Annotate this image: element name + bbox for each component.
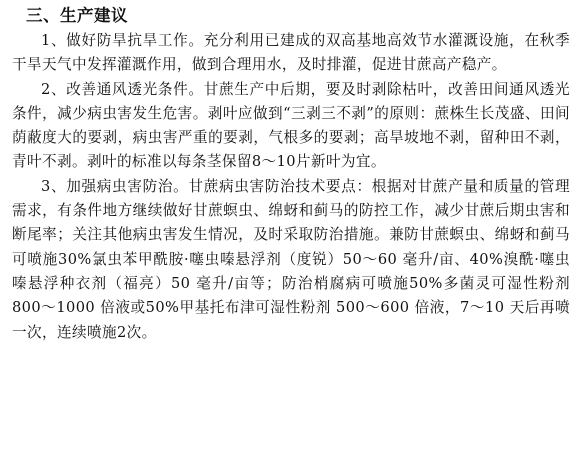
section-title: 三、生产建议 bbox=[26, 6, 128, 25]
paragraph-pest-control: 3、加强病虫害防治。甘蔗病虫害防治技术要点：根据对甘蔗产量和质量的管理需求，有条件地方继续做好甘蔗螟虫、绵蚜和蓟马的防控工作，减少甘蔗后期虫害和断尾率；关注其他病虫害发生情况，及时采取防治措施。兼防甘蔗螟虫、绵蚜和蓟马可喷施30%氯虫苯甲酰胺·噻虫嗪悬浮剂（度锐）50～60 毫升/亩、40%溴酰·噻虫嗪悬浮种衣剂（福亮）50 毫升/亩等；防治梢腐病可喷施50%多菌灵可湿性粉剂 800～1000 倍液或50%甲基托布津可湿性粉剂 500～600 倍液，7～10 天后再喷一次，连续喷施2次。 bbox=[12, 177, 570, 341]
paragraph-ventilation-lighting: 2、改善通风透光条件。甘蔗生产中后期，要及时剥除枯叶，改善田间通风透光条件，减少病虫害发生危害。剥叶应做到“三剥三不剥”的原则：蔗株生长茂盛、田间荫蔽度大的要剥，病虫害严重的要剥，气根多的要剥；高旱坡地不剥，留种田不剥，青叶不剥。剥叶的标准以每条茎保留8～10片新叶为宜。 bbox=[12, 80, 570, 171]
paragraph-drought-resistance: 1、做好防旱抗旱工作。充分利用已建成的双高基地高效节水灌溉设施，在秋季干旱天气中发挥灌溉作用，做到合理用水，及时排灌，促进甘蔗高产稳产。 bbox=[12, 32, 570, 74]
